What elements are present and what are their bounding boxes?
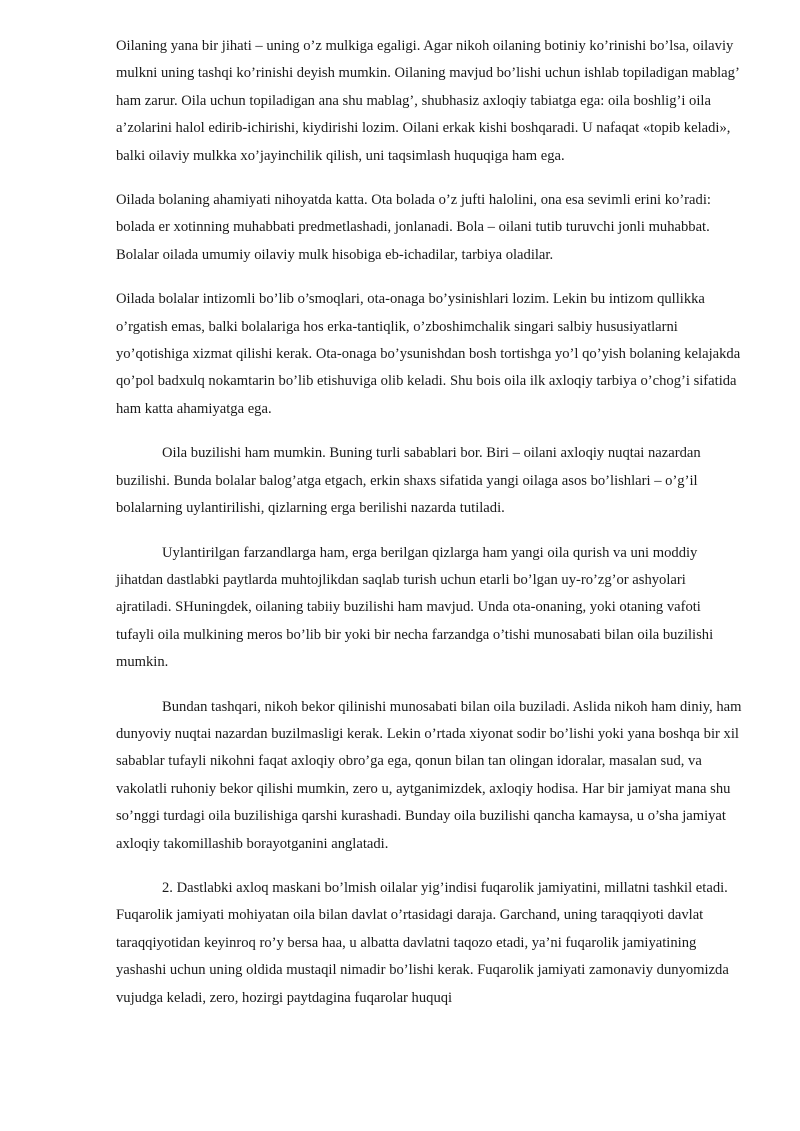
paragraph-married-children: Uylantirilgan farzandlarga ham, erga berilgan qizlarga ham yangi oila qurish va uni moddiy jihatdan dastlabki paytlarda muhtojlikdan saqlab turish uchun etarli bo’lgan uy-ro’zg’or ashyolari ajratiladi. SHuningdek, oilaning tabiiy buzilishi ham mavjud. Unda ota-onaning, yoki otaning vafoti tufayli oila mulkining meros bo’lib bir yoki bir necha farzandga o’tishi munosabati bilan oila buzilishi mumkin.: [116, 544, 714, 671]
document-page: [116, 33, 742, 1012]
paragraph-divorce: Bundan tashqari, nikoh bekor qilinishi munosabati bilan oila buziladi. Aslida nikoh ham diniy, ham dunyoviy nuqtai nazardan buzilmasligi kerak. Lekin o’rtada xiyonat sodir bo’lishi yoki yana boshqa bir xil sabablar tufayli nikohni faqat axloqiy obro’ga ega, qonun bilan tan olingan idoralar, masalan sud, va vakolatli ruhoniy bekor qilishi mumkin, zero u, aytganimizdek, axloqiy hodisa. Har bir jamiyat mana shu so’nggi turdagi oila buzilishiga qarshi kurashadi. Bunday oila buzilishi qancha kamaysa, u o’sha jamiyat axloqiy takomillashib borayotganini anglatadi.: [116, 698, 742, 852]
paragraph-child-importance: Oilada bolaning ahamiyati nihoyatda katta. Ota bolada o’z jufti halolini, ona esa sevimli erini ko’radi: bolada er xotinning muhabbati predmetlashadi, jonlanadi. Bola – oilani tutib turuvchi jonli muhabbat. Bolalar oilada umumiy oilaviy mulk hisobiga eb-ichadilar, tarbiya oladilar.: [116, 192, 711, 263]
paragraph-family-property: Oilaning yana bir jihati – uning o’z mulkiga egaligi. Agar nikoh oilaning botiniy ko’rinishi bo’lsa, oilaviy mulkni uning tashqi ko’rinishi deyish mumkin. Oilaning mavjud bo’lishi uchun ishlab topiladigan mablag’ ham zarur. Oila uchun topiladigan ana shu mablag’, shubhasiz axloqiy tabiatga ega: oila boshlig’i oila a’zolarini halol edirib-ichirishi, kiydirishi lozim. Oilani erkak kishi boshqaradi. U nafaqat «topib keladi», balki oilaviy mulkka xo’jayinchilik qilish, uni taqsimlash huquqiga ham ega.: [116, 38, 739, 164]
paragraph-child-discipline: Oilada bolalar intizomli bo’lib o’smoqlari, ota-onaga bo’ysinishlari lozim. Lekin bu intizom qullikka o’rgatish emas, balki bolalariga hos erka-tantiqlik, o’zboshimchalik singari salbiy hususiyatlarni yo’qotishiga xizmat qilishi kerak. Ota-onaga bo’ysunishdan bosh tortishga yo’l qo’yish bolaning kelajakda qo’pol badxulq nokamtarin bo’lib etishuviga olib keladi. Shu bois oila ilk axloqiy tarbiya o’chog’i sifatida ham katta ahamiyatga ega.: [116, 291, 741, 417]
paragraph-civil-society: 2. Dastlabki axloq maskani bo’lmish oilalar yig’indisi fuqarolik jamiyatini, millatni tashkil etadi. Fuqarolik jamiyati mohiyatan oila bilan davlat o’rtasidagi daraja. Garchand, uning taraqqiyoti davlat taraqqiyotidan keyinroq ro’y bersa haa, u albatta davlatni taqozo etadi, ya’ni fuqarolik jamiyatining yashashi uchun uning oldida mustaqil nimadir bo’lishi kerak. Fuqarolik jamiyati zamonaviy dunyomizda vujudga keladi, zero, hozirgi paytdagina fuqarolar huquqi: [116, 879, 729, 1006]
paragraph-family-breakup: Oila buzilishi ham mumkin. Buning turli sabablari bor. Biri – oilani axloqiy nuqtai nazardan buzilishi. Bunda bolalar balog’atga etgach, erkin shaxs sifatida yangi oilaga asos bo’lishlari – o’g’il bolalarning uylantirilishi, qizlarning erga berilishi nazarda tutiladi.: [116, 445, 701, 517]
